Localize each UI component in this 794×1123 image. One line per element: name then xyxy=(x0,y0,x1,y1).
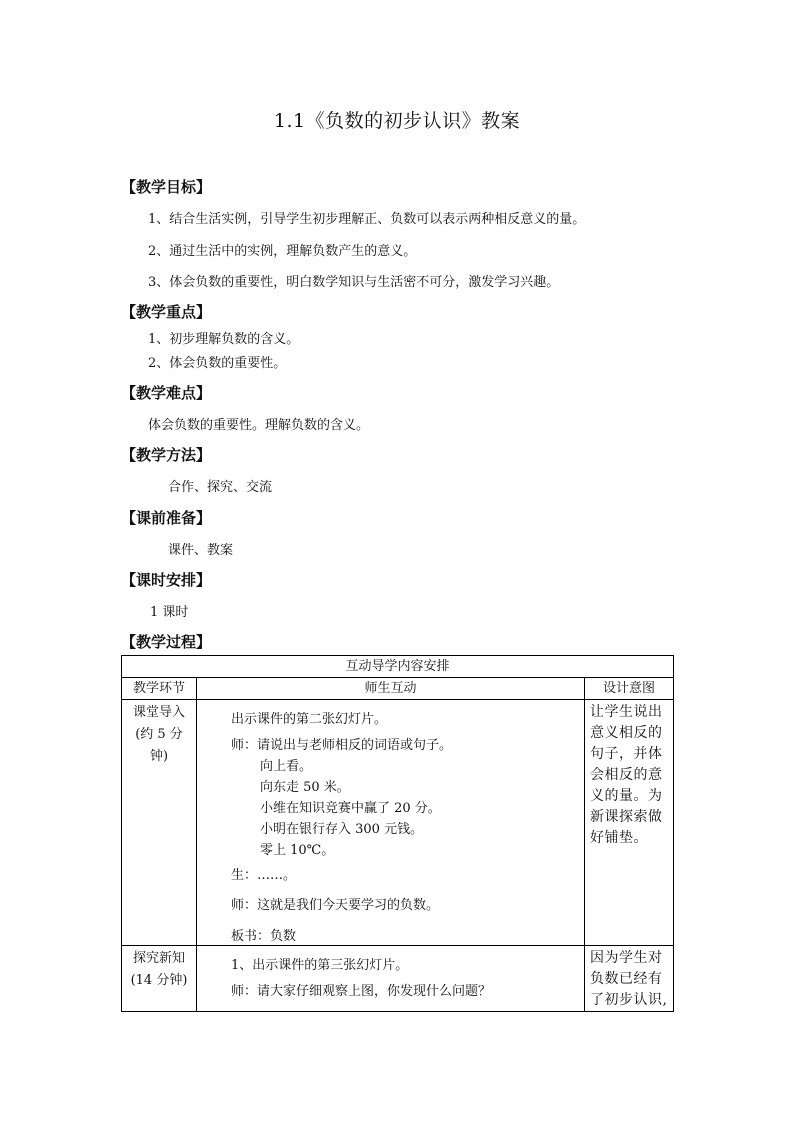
difficulties-heading: 【教学难点】 xyxy=(121,384,212,402)
stage-cell xyxy=(122,946,197,1012)
interaction-line: 生：……。 xyxy=(231,868,297,883)
objective-item: 1、结合生活实例，引导学生初步理解正、负数可以表示两种相反意义的量。 xyxy=(148,212,586,227)
interaction-line: 向东走 50 米。 xyxy=(260,780,350,795)
interaction-line: 小明在银行存入 300 元钱。 xyxy=(260,822,424,837)
interaction-line: 出示课件的第二张幻灯片。 xyxy=(231,712,388,727)
objective-item: 3、体会负数的重要性，明白数学知识与生活密不可分，激发学习兴趣。 xyxy=(148,275,560,290)
interaction-line: 师：请说出与老师相反的词语或句子。 xyxy=(231,738,453,753)
interaction-line: 师：请大家仔细观察上图，你发现什么问题？ xyxy=(231,984,492,999)
interaction-cell xyxy=(197,700,585,946)
difficulties-text: 体会负数的重要性。理解负数的含义。 xyxy=(148,418,370,433)
column-header-intent: 设计意图 xyxy=(585,678,674,700)
column-header-interaction: 师生互动 xyxy=(197,678,585,700)
column-header-stage: 教学环节 xyxy=(122,678,197,700)
preparation-heading: 【课前准备】 xyxy=(121,509,212,527)
interaction-line: 零上 10℃。 xyxy=(260,843,335,858)
interaction-cell xyxy=(197,946,585,1012)
page-title: 1.1《负数的初步认识》教案 xyxy=(273,110,521,132)
methods-heading: 【教学方法】 xyxy=(121,446,212,464)
interaction-line: 1、出示课件的第三张幻灯片。 xyxy=(231,958,409,973)
objectives-heading: 【教学目标】 xyxy=(121,178,212,196)
intent-cell: 因为学生对负数已经有了初步认识, xyxy=(585,946,674,1012)
stage-label: 钟) xyxy=(149,749,169,764)
interaction-line: 小维在知识竞赛中赢了 20 分。 xyxy=(260,801,441,816)
interaction-line: 板书：负数 xyxy=(231,929,297,944)
key-point-item: 2、体会负数的重要性。 xyxy=(148,356,287,371)
schedule-text: 1 课时 xyxy=(150,605,189,620)
methods-text: 合作、探究、交流 xyxy=(168,480,273,495)
key-point-item: 1、初步理解负数的含义。 xyxy=(148,332,300,347)
interaction-line: 向上看。 xyxy=(260,759,313,774)
process-table xyxy=(121,655,674,1012)
intent-cell: 让学生说出意义相反的句子，并体会相反的意义的量。为新课探索做好铺垫。 xyxy=(585,700,674,946)
objective-item: 2、通过生活中的实例，理解负数产生的意义。 xyxy=(148,244,417,259)
stage-label: 课堂导入 xyxy=(132,705,185,720)
table-title: 互动导学内容安排 xyxy=(122,656,674,678)
schedule-heading: 【课时安排】 xyxy=(121,571,212,589)
stage-label: (约 5 分 xyxy=(135,727,183,742)
key-points-heading: 【教学重点】 xyxy=(121,303,212,321)
table-row xyxy=(122,700,674,946)
stage-cell xyxy=(122,700,197,946)
interaction-line: 师：这就是我们今天要学习的负数。 xyxy=(231,898,440,913)
stage-label: 探究新知 xyxy=(132,951,185,966)
stage-label: (14 分钟) xyxy=(130,973,188,988)
process-heading: 【教学过程】 xyxy=(121,633,212,651)
preparation-text: 课件、教案 xyxy=(168,543,234,558)
table-row xyxy=(122,946,674,1012)
